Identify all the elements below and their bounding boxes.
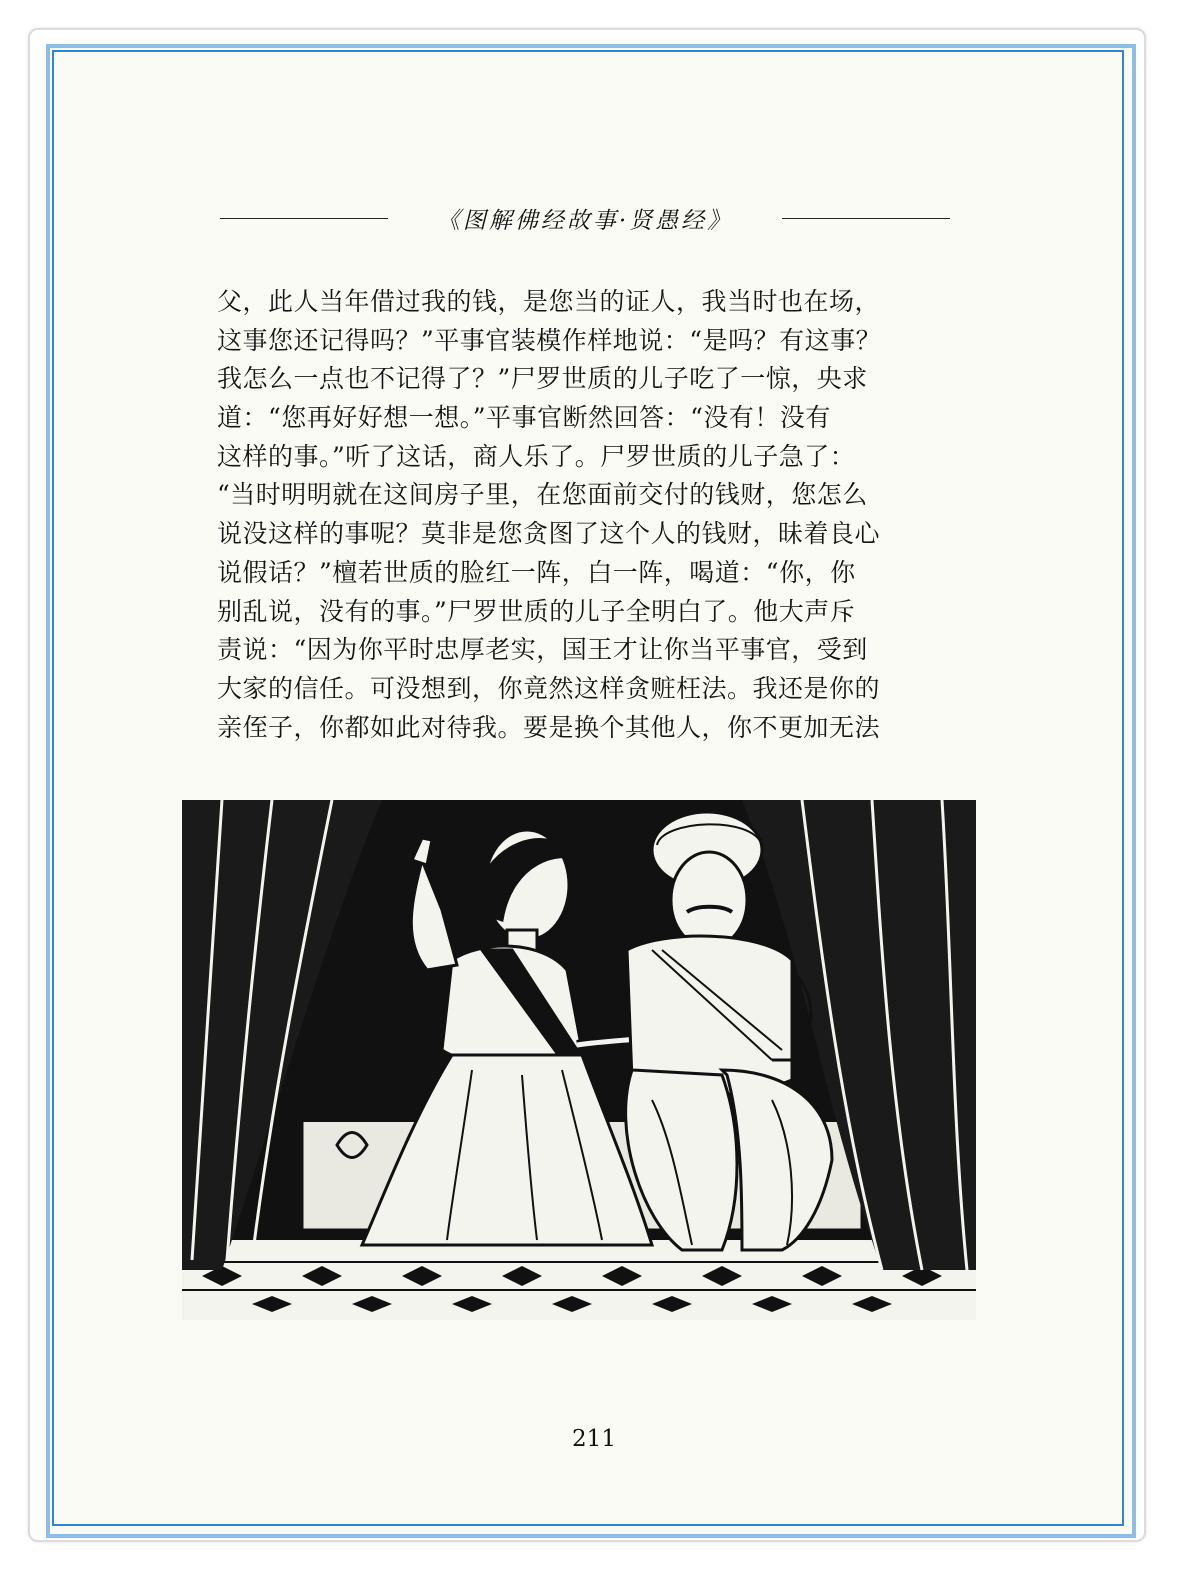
text-line: 亲侄子，你都如此对待我。要是换个其他人，你不更加无法 bbox=[217, 712, 881, 742]
text-line: 父，此人当年借过我的钱，是您当的证人，我当时也在场， bbox=[217, 287, 881, 316]
header-rule-left bbox=[220, 218, 388, 219]
text-line: 大家的信任。可没想到，你竟然这样贪赃枉法。我还是你的 bbox=[217, 673, 881, 703]
running-header bbox=[220, 198, 950, 238]
text-line: 说没这样的事呢？莫非是您贪图了这个人的钱财，昧着良心 bbox=[217, 519, 881, 549]
book-title: 《图解佛经故事·贤愚经》 bbox=[436, 207, 734, 234]
text-line: 这事您还记得吗？”平事官装模作样地说：“是吗？有这事？ bbox=[217, 325, 882, 355]
header-rule-right bbox=[782, 218, 950, 219]
tiled-floor bbox=[182, 1240, 976, 1320]
text-line: 道：“您再好好想一想。”平事官断然回答：“没有！没有 bbox=[217, 403, 831, 433]
story-illustration bbox=[182, 800, 976, 1320]
page-number: 211 bbox=[572, 1426, 616, 1452]
text-line: “当时明明就在这间房子里，在您面前交付的钱财，您怎么 bbox=[217, 480, 868, 510]
text-line: 别乱说，没有的事。”尸罗世质的儿子全明白了。他大声斥 bbox=[217, 596, 856, 626]
text-line: 这样的事。”听了这话，商人乐了。尸罗世质的儿子急了： bbox=[217, 441, 856, 471]
text-line: 我怎么一点也不记得了？”尸罗世质的儿子吃了一惊，央求 bbox=[217, 364, 868, 394]
text-line: 说假话？”檀若世质的脸红一阵，白一阵，喝道：“你，你 bbox=[217, 557, 856, 587]
body-text bbox=[217, 283, 953, 747]
text-line: 责说：“因为你平时忠厚老实，国王才让你当平事官，受到 bbox=[217, 635, 868, 665]
